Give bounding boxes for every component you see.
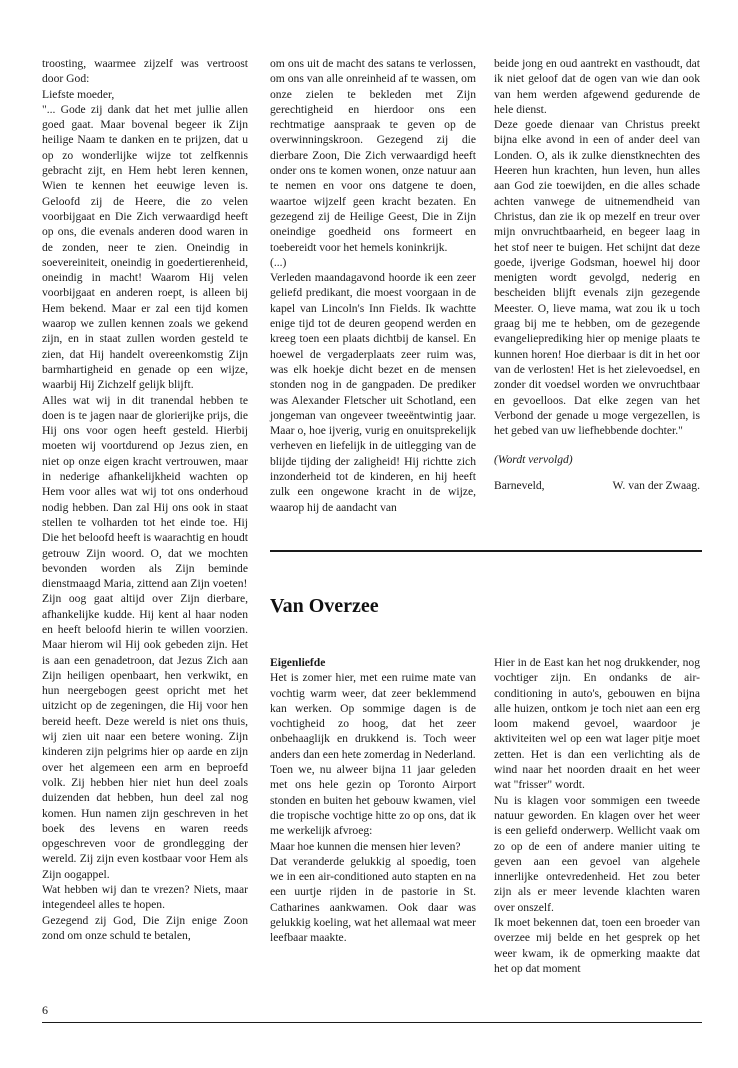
paragraph: Nu is klagen voor sommigen een tweede natuur geworden. En klagen over het weer is een geliefd onderwerp. Wellicht vaak om zo op de een of andere manier uiting te geven aan een gevoel van algehele innerlijke ontevredenheid. Het zou beter zijn als er meer levende klachten waren over onszelf. [494, 793, 700, 914]
to-be-continued: (Wordt vervolgd) [494, 453, 573, 467]
paragraph: Maar hoe kunnen die mensen hier leven? [270, 839, 461, 853]
paragraph: Toen we, nu alweer bijna 11 jaar geleden met ons hele gezin op Toronto Airport stonden en buiten het gebouw kwamen, viel die tropische vochtige hitte zo op ons, dat ik me werkelijk afvroeg: [270, 763, 476, 838]
section-divider [270, 550, 702, 552]
section-title: Van Overzee [270, 595, 379, 617]
paragraph: Gezegend zij God, Die Zijn enige Zoon zond om onze schuld te betalen, [42, 913, 248, 942]
paragraph: Verleden maandagavond hoorde ik een zeer geliefd predikant, die moest voorgaan in de kapel van Lincoln's Inn Fields. Ik wachtte enige tijd tot de deuren geopend werden en kreeg toen een plaats dichtbij de kansel. En hoewel de vergaderplaats zeer ruim was, was elk hoekje dicht bezet en de mensen stonden nog in de gangpaden. De prediker was Alexander Fletscher uit Schotland, een jongeman van ongeveer tweeëntwintig jaar. Maar o, hoe ijverig, vurig en onuitsprekelijk verheven en liefelijk in de uitlegging van de blijde tijding der zaligheid! Hij richtte zich inzonderheid tot de kinderen, en hij heeft zulk een ongewone kracht in de wijze, waarop hij de aandacht van [270, 271, 476, 514]
paragraph: Alles wat wij in dit tranendal hebben te doen is te jagen naar de glorierijke prijs, die Hij ons voor ogen heeft gesteld. Hierbij moeten wij voortdurend op Jezus zien, en niet op onze eigen kracht vertrouwen, maar in nederige afhankelijkheid wachten op Hem voor alles wat wij tot ons onderhoud nodig hebben. Dan zal Hij ons ook in staat stellen te volharden tot het einde toe. Hij Die het beloofd heeft is waarachtig en houdt getrouw Zijn woord. O, dat we mochten bevonden worden als Zijn beminde dienstmaagd Maria, zittend aan Zijn voeten! [42, 393, 248, 591]
paragraph: Wat hebben wij dan te vrezen? Niets, maar integendeel alles te hopen. [42, 883, 248, 912]
paragraph: troosting, waarmee zijzelf was vertroost door God: [42, 57, 248, 86]
paragraph: om ons uit de macht des satans te verlossen, om ons van alle onreinheid af te wassen, om onze zielen te bekleden met Zijn gerechtigheid en hierdoor ons een rechtmatige aanspraak te geven op de overwinningskroon. Gezegend zij die dierbare Zoon, Die Zich verwaardigd heeft onder ons te komen wonen, onze natuur aan te nemen en voor ons datgene te doen, waartoe wijzelf geen kracht bezaten. En gezegend zij de Heilige Geest, Die in Zijn oneindige goedheid ons formeert en toebereidt voor het hemels koninkrijk. [270, 57, 476, 254]
paragraph: Hier in de East kan het nog drukkender, nog vochtiger zijn. En ondanks de air-conditioning in auto's, gebouwen en bijna alle huizen, ontkom je toch niet aan een erg loom makend gevoel, waardoor je aktiviteiten wel op een wat lager pitje moet zetten. Het is dan een verlichting als de wind naar het noorden draait en het weer wat "frisser" wordt. [494, 656, 700, 792]
paragraph: Ik moet bekennen dat, toen een broeder van overzee mij belde en het gesprek op het weer kwam, ik de opmerking maakte dat het op dat moment [494, 916, 700, 975]
signature [494, 478, 700, 493]
ellipsis-marker: (...) [270, 255, 287, 269]
paragraph: Dat veranderde gelukkig al spoedig, toen we in een air-conditioned auto stapten en na een uurtje rijden in de pastorie in St. Catharines aankwamen. Ook daar was gelukkig koeling, wat het allemaal wat meer leefbaar maakte. [270, 854, 476, 945]
article-column-2 [270, 56, 476, 515]
footer-rule [42, 1022, 702, 1023]
subheading: Eigenliefde [270, 656, 326, 669]
salutation: Liefste moeder, [42, 87, 115, 101]
article-column-1 [42, 56, 248, 943]
paragraph: Zijn oog gaat altijd over Zijn dierbare, afhankelijke kudde. Hij kent al haar noden en heeft beloofd hierin te willen voorzien. Maar hierom wil Hij ook gebeden zijn. Het is aan een genadetroon, dat Jezus Zich aan Zijn heiligen openbaart, hen verkwikt, en hun neergebogen geest opricht met het uitzicht op de zegeningen, die Hij voor hen bereid heeft. Deze wereld is niet ons thuis, wij zien uit naar een betere woning. Zijn kinderen zijn pelgrims hier op aarde en zijn over het algemeen een arm en beproefd volk. Zij hebben hier niet hun deel zoals duizenden dat hebben, hun deel zal nog komen. Hun namen zijn geschreven in het boek des levens en waren reeds opgeschreven voor de grondlegging der wereld. Zij zijn even kostbaar voor Hem als Zijn oogappel. [42, 592, 248, 881]
paragraph: Deze goede dienaar van Christus preekt bijna elke avond in een of ander deel van Londen. O, als ik zulke dienstknechten des Heeren hun krachten, hun leven, hun alles aan God zie toewijden, en die alles schade achten vanwege de uitnemendheid van Christus, dan zie ik op mezelf en treur over mijn onvruchtbaarheid, en begeer laag in het stof neer te buigen. Het schijnt dat deze goede, ijverige Godsman, hoewel hij door menigten wordt gevolgd, nederig en bescheiden blijft evenals zijn gezegende Meester. O, lieve mama, wat zou ik u toch graag bij me te hebben, om de gezegende evangelieprediking hier op menige plaats te kunnen horen! Hoe dierbaar is dit in het oor van de verlosten! Het is het zielevoedsel, en zonder dit voedsel worden we onvruchtbaar en gevoelloos. Dat elke zegen van het Verbond der genade u moge vergezellen, is het gebed van uw liefhebbende dochter." [494, 118, 700, 438]
signature-author: W. van der Zwaag. [612, 478, 700, 492]
paragraph: "... Gode zij dank dat het met jullie allen goed gaat. Maar bovenal begeer ik Zijn heilige Naam te danken en te prijzen, dat u op zo wonderlijke wijze tot zelfkennis gebracht zijt, en Hem hebt leren kennen, Wien te kennen het eeuwige leven is. Geloofd zij de Heere, die zo velen voorbijgaat en Die Zich verwaardigd heeft op ons, die evenals anderen dood waren in de zonden, neer te zien. Oneindig in soevereiniteit, oneindig in goedertierenheid, oneindig in macht! Waarom Hij velen voorbijgaat en anderen roept, is alleen bij Hem bekend. Maar er zal een tijd komen waarop we zullen kennen zoals we gekend zijn, en in staat zullen worden gesteld te zien, dat Hij handelt overeenkomstig Zijn barmhartigheid en genade op een wijze, waarbij Hij Zichzelf gelijk blijft. [42, 102, 248, 392]
article-column-5 [494, 655, 700, 976]
paragraph: beide jong en oud aantrekt en vasthoudt, dat ik niet geloof dat de ogen van wie dan ook van hem werden afgewend gedurende de hele dienst. [494, 57, 700, 116]
paragraph: Het is zomer hier, met een ruime mate van vochtig warm weer, dat zeer beklemmend kan werken. Op sommige dagen is de vochtigheid zo hoog, dat het zeer onbehaaglijk en drukkend is. Toch weer anders dan een hete zomerdag in Nederland. [270, 671, 476, 761]
signature-place: Barneveld, [494, 478, 545, 492]
article-column-4 [270, 655, 476, 946]
page-number: 6 [42, 1003, 48, 1017]
article-column-3 [494, 56, 700, 493]
